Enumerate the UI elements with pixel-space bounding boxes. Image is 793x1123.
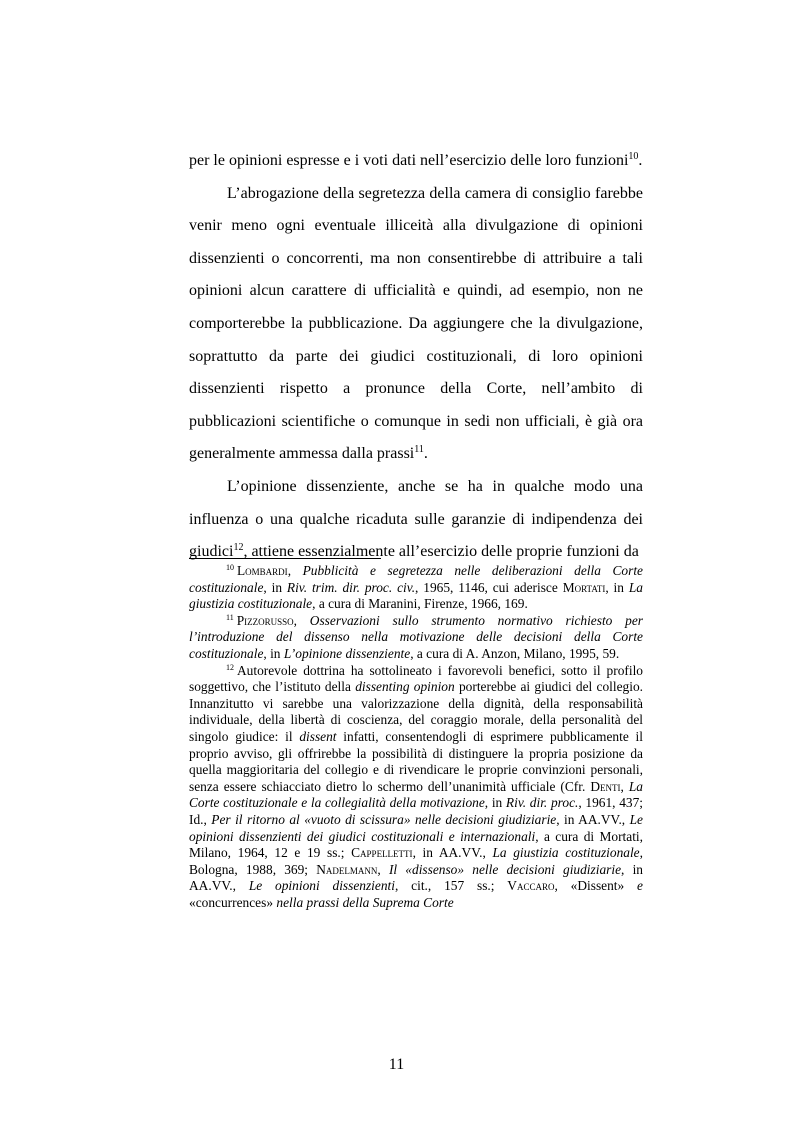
footnote-ref-10[interactable]: 10 <box>628 151 639 162</box>
paragraph-2: L’abrogazione della segretezza della camera di consiglio farebbe venir meno ogni eventuale illiceità alla divulgazione di opinioni dissenzienti o concorrenti, ma non consentirebbe di attribuire a tali opinioni alcun carattere di ufficialità e quindi, ad esempio, non ne comporterebbe la pubblicazione. Da aggiungere che la divulgazione, soprattutto da parte dei giudici costituzionali, di loro opinioni dissenzienti rispetto a pronunce della Corte, nell’ambito di pubblicazioni scientifiche o comunque in sedi non ufficiali, è già ora generalmente ammessa dalla prassi$^{11}$. <box>189 184 643 463</box>
paragraph-3: L’opinione dissenziente, anche se ha in qualche modo una influenza o una qualche ricaduta sulle garanzie di indipendenza dei giudici$^{12}$, attiene essenzialmente all’esercizio delle proprie funzioni da <box>189 477 643 561</box>
footnote-10: $^{10}$ Lombardi, Pubblicità e segretezza nelle deliberazioni della Corte costituzionale, in Riv. trim. dir. proc. civ., 1965, 1146, cui aderisce Mortati, in La giustizia costituzionale, a cura di Maranini, Firenze, 1966, 169. <box>189 563 643 612</box>
footnotes <box>189 563 643 911</box>
footnote-ref-11[interactable]: 11 <box>414 444 424 456</box>
footnote-11: $^{11}$ Pizzorusso, Osservazioni sullo strumento normativo richiesto per l’introduzione del dissenso nella motivazione delle decisioni della Corte costituzionale, in L’opinione dissenziente, a cura di A. Anzon, Milano, 1995, 59. <box>189 612 644 661</box>
footnote-separator <box>189 558 381 559</box>
paragraph-1: per le opinioni espresse e i voti dati nell’esercizio delle loro funzioni$^{10}$. <box>189 151 643 169</box>
footnote-ref-12[interactable]: 12 <box>233 542 244 554</box>
footnote-12: $^{12}$ Autorevole dottrina ha sottolineato i favorevoli benefici, sotto il profilo soggettivo, che l’istituto della dissenting opinion porterebbe ai giudici del collegio. Innanzitutto vi sarebbe una valorizzazione della dignità, della responsabilità individuale, della libertà di coscienza, del coraggio morale, della personalità del singolo giudice: il dissent infatti, consentendogli di esprimere pubblicamente il proprio avviso, gli offrirebbe la possibilità di distinguere la propria posizione da quella maggioritaria del collegio e di rivendicare le proprie convinzioni personali, senza essere schiacciato dietro lo schermo dell’unanimità ufficiale (Cfr. Denti, La Corte costituzionale e la collegialità della motivazione, in Riv. dir. proc., 1961, 437; Id., Per il ritorno al «vuoto di scissura» nelle decisioni giudiziarie, in AA.VV., Le opinioni dissenzienti dei giudici costituzionali e internazionali, a cura di Mortati, Milano, 1964, 12 e 19 ss.; Cappelletti, in AA.VV., La giustizia costituzionale, Bologna, 1988, 369; Nadelmann, Il «dissenso» nelle decisioni giudiziarie, in AA.VV., Le opinioni dissenzienti, cit., 157 ss.; Vaccaro, «Dissent» e «concurrences» nella prassi della Suprema Corte <box>189 662 644 910</box>
main-text <box>189 145 643 569</box>
page-number: 11 <box>388 1056 405 1073</box>
